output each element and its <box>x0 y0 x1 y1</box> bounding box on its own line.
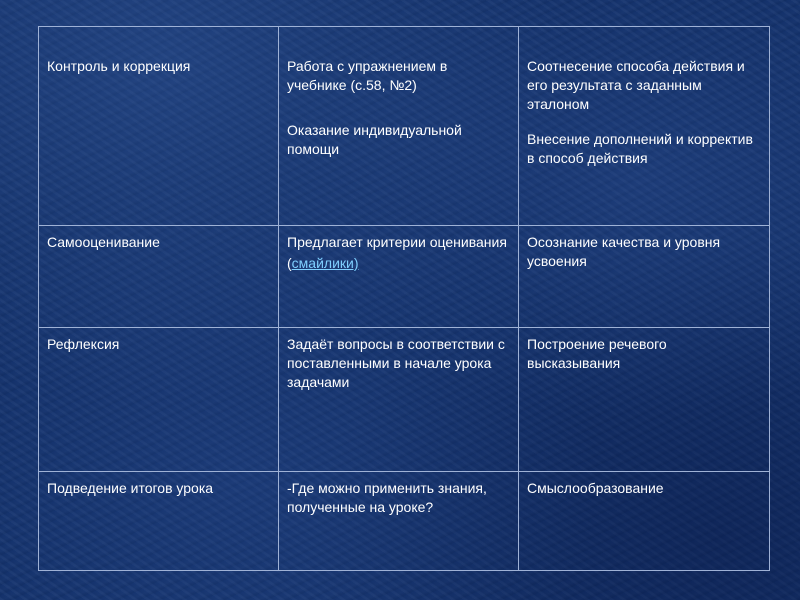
stage-cell <box>39 471 279 571</box>
stage-cell <box>39 327 279 471</box>
stage-cell <box>39 225 279 327</box>
teacher-activity-cell <box>279 27 519 226</box>
lesson-stages-table <box>38 26 770 571</box>
stage-label: Подведение итогов урока <box>47 479 214 496</box>
stage-label: Рефлексия <box>47 335 120 352</box>
stage-label: Самооценивание <box>47 233 160 250</box>
smileys-link[interactable]: смайлики) <box>291 254 359 271</box>
table-row <box>39 225 770 327</box>
student-activity-text: Внесение дополнений и корректив в способ действия <box>527 131 753 166</box>
student-activity-cell <box>519 27 770 226</box>
teacher-activity-text: Оказание индивидуальной помощи <box>287 122 462 157</box>
teacher-activity-cell <box>279 471 519 571</box>
teacher-activity-text: Задаёт вопросы в соответствии с поставленными в начале урока задачами <box>287 335 505 390</box>
student-activity-text: Соотнесение способа действия и его результата с заданным эталоном <box>527 58 745 112</box>
stage-cell <box>39 27 279 226</box>
link-open-paren: ( <box>287 254 292 271</box>
teacher-activity-text: Работа с упражнением в учебнике (с.58, №2) <box>287 58 448 93</box>
stage-label: Контроль и коррекция <box>47 58 191 74</box>
table-row <box>39 471 770 571</box>
teacher-activity-cell <box>279 327 519 471</box>
teacher-activity-text: -Где можно применить знания, полученные на уроке? <box>287 479 487 515</box>
student-activity-cell <box>519 471 770 571</box>
student-activity-cell <box>519 225 770 327</box>
table-row <box>39 27 770 226</box>
student-activity-text: Смыслообразование <box>527 479 664 496</box>
table-row <box>39 327 770 471</box>
teacher-activity-text: Предлагает критерии оценивания <box>287 233 507 250</box>
criteria-link-line <box>287 254 510 273</box>
student-activity-cell <box>519 327 770 471</box>
student-activity-text: Построение речевого высказывания <box>527 335 667 371</box>
teacher-activity-cell <box>279 225 519 327</box>
student-activity-text: Осознание качества и уровня усвоения <box>527 233 721 269</box>
